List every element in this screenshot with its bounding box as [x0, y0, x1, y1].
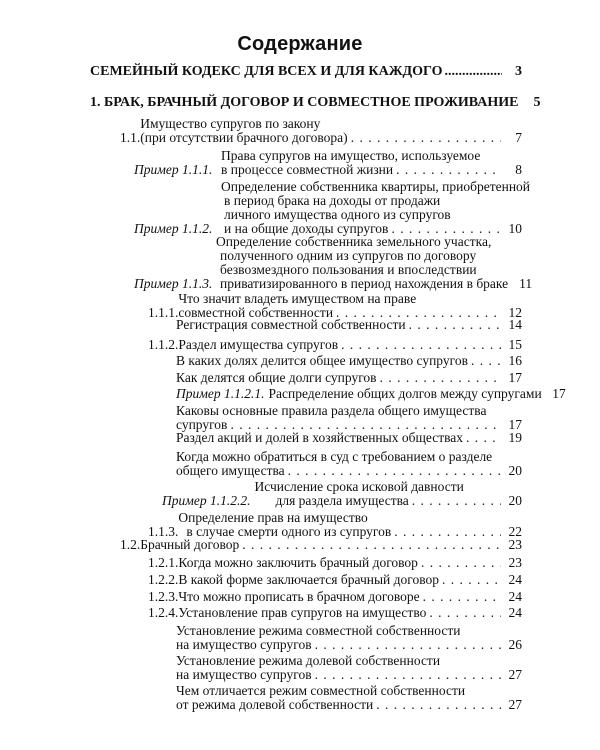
- toc-page-number: 24: [508, 589, 522, 604]
- toc-entry-title-line: (при отсутствии брачного договора): [140, 130, 348, 145]
- dot-leader: [380, 371, 501, 385]
- toc-entry-title-line: приватизированного в период нахождения в браке: [220, 276, 509, 291]
- toc-page-number: 24: [508, 605, 522, 620]
- dot-leader: [471, 354, 501, 368]
- toc-entry-title-line: Исчисление срока исковой давности: [254, 479, 464, 494]
- toc-page-number: 26: [508, 637, 522, 652]
- toc-entry-title-line: в период брака на доходы от продажи: [224, 193, 441, 208]
- toc-page-number: 17: [508, 370, 522, 385]
- toc-page-number: 8: [515, 162, 522, 177]
- dot-leader: [288, 464, 501, 478]
- dot-leader: [394, 525, 501, 539]
- dot-leader: [351, 131, 501, 145]
- toc-entry-title: Раздел акций и долей в хозяйственных обществах: [176, 430, 464, 445]
- toc-page-number: 14: [508, 317, 522, 332]
- toc-entry-1-2-4: [148, 606, 522, 620]
- toc-entry-title-line: и на общие доходы супругов: [224, 221, 389, 236]
- dot-leader: [376, 698, 501, 712]
- example-label: Пример 1.1.2.: [134, 221, 213, 236]
- toc-page-number: 20: [508, 463, 522, 478]
- toc-page-number: 27: [508, 667, 522, 682]
- toc-page-number: 17: [552, 386, 566, 401]
- dot-leader: [466, 431, 501, 445]
- dot-leader: [429, 606, 501, 620]
- toc-entry-title: В какой форме заключается брачный договор: [178, 572, 439, 587]
- toc-page-number: 23: [508, 555, 522, 570]
- toc-entry-title: Как делятся общие долги супругов: [176, 370, 377, 385]
- toc-page-number: 20: [508, 493, 522, 508]
- toc-entry-title-line: Когда можно обратиться в суд с требованием о разделе: [176, 449, 493, 464]
- toc-entry-title-line: Права супругов на имущество, используемое: [221, 148, 481, 163]
- toc-entry-division-rules: [176, 404, 522, 432]
- dot-leader: [341, 338, 501, 352]
- toc-entry-example-1-1-2-1: [176, 386, 566, 401]
- toc-page-number: 3: [515, 64, 522, 79]
- toc-entry-chapter-1: [90, 95, 541, 110]
- example-label: Пример 1.1.1.: [134, 162, 213, 177]
- toc-entry-share-regime: [176, 654, 522, 682]
- toc-page-number: 7: [515, 130, 522, 145]
- example-label: Пример 1.1.2.2.: [162, 493, 251, 508]
- toc-entry-title-line: супругов: [176, 417, 228, 432]
- dot-leader: [315, 668, 501, 682]
- toc-entry-title-line: Определение собственника земельного участка,: [216, 234, 492, 249]
- toc-entry-number: 1.2.3.: [148, 589, 179, 604]
- toc-entry-title: Раздел имущества супругов: [178, 337, 339, 352]
- toc-entry-title: СЕМЕЙНЫЙ КОДЕКС ДЛЯ ВСЕХ И ДЛЯ КАЖДОГО: [90, 64, 443, 79]
- toc-entry-title: Установление прав супругов на имущество: [178, 605, 427, 620]
- dot-leader: [423, 590, 501, 604]
- toc-entry-1-2-2: [148, 573, 522, 587]
- toc-entry-example-1-1-3: [134, 234, 533, 291]
- dot-leader: [409, 318, 501, 332]
- toc-entry-title-line: общего имущества: [176, 463, 285, 478]
- toc-entry-title-line: полученного одним из супругов по договору: [220, 248, 477, 263]
- dot-leader: [396, 163, 501, 177]
- toc-entry-number: 1.1.2.: [148, 337, 179, 352]
- toc-entry-regime-difference: [176, 684, 522, 712]
- toc-page-number: 15: [508, 337, 522, 352]
- toc-entry-title-line: безвозмездного пользования и впоследствии: [220, 262, 477, 277]
- toc-page-number: 27: [508, 697, 522, 712]
- toc-entry-title: В каких долях делится общее имущество супругов: [176, 353, 468, 368]
- toc-entry-stocks: [176, 431, 522, 445]
- dot-leader: [242, 538, 501, 552]
- dot-leader: [445, 65, 502, 79]
- toc-entry-title-line: Что значит владеть имуществом на праве: [178, 291, 417, 306]
- toc-entry-1-1-1: [148, 292, 522, 320]
- toc-entry-title-line: личного имущества одного из супругов: [224, 207, 451, 222]
- toc-entry-1-2: [120, 538, 522, 552]
- toc-entry-example-1-1-1: [134, 149, 522, 177]
- page-title: Содержание: [237, 33, 363, 55]
- toc-entry-title-line: для раздела имущества: [275, 493, 409, 508]
- example-label: Пример 1.1.3.: [134, 276, 213, 291]
- toc-entry-title: Брачный договор: [140, 537, 240, 552]
- dot-leader: [442, 573, 501, 587]
- toc-entry-1-2-1: [148, 556, 522, 570]
- toc-entry-1-2-3: [148, 590, 522, 604]
- toc-entry-registration: [176, 318, 522, 332]
- dot-leader: [421, 556, 501, 570]
- toc-entry-title-line: совместной собственности: [178, 305, 334, 320]
- toc-page-number: 24: [508, 572, 522, 587]
- toc-page-number: 19: [508, 430, 522, 445]
- toc-entry-number: 1.1.1.: [148, 305, 179, 320]
- toc-entry-title: 1. БРАК, БРАЧНЫЙ ДОГОВОР И СОВМЕСТНОЕ ПРОЖИВАНИЕ: [90, 95, 519, 110]
- toc-entry-title-line: Чем отличается режим совместной собственности: [176, 683, 466, 698]
- toc-entry-title-line: в процессе совместной жизни: [221, 162, 394, 177]
- toc-page-number: 11: [519, 276, 533, 291]
- toc-entry-title-line: от режима долевой собственности: [176, 697, 374, 712]
- toc-page-number: 17: [508, 417, 522, 432]
- toc-page-number: 16: [508, 353, 522, 368]
- toc-page-number: 12: [508, 305, 522, 320]
- toc-entry-title-line: Определение собственника квартиры, приобретенной: [221, 179, 531, 194]
- toc-entry-title-line: на имущество супругов: [176, 637, 312, 652]
- toc-entry-debts: [176, 371, 522, 385]
- toc-entry-example-1-1-2: [134, 179, 531, 236]
- toc-page-number: 5: [533, 95, 541, 110]
- dot-leader: [315, 638, 501, 652]
- toc-entry-title: Когда можно заключить брачный договор: [178, 555, 418, 570]
- toc-entry-joint-regime: [176, 624, 522, 652]
- toc-page-number: 10: [508, 221, 522, 236]
- toc-entry-example-1-1-2-2: [162, 480, 522, 508]
- toc-entry-title-line: в случае смерти одного из супругов: [186, 524, 392, 539]
- toc-entry-title-line: на имущество супругов: [176, 667, 312, 682]
- toc-entry-court: [176, 450, 522, 478]
- toc-page-number: 23: [508, 537, 522, 552]
- dot-leader: [412, 494, 501, 508]
- toc-entry-title-line: Определение прав на имущество: [178, 510, 368, 525]
- toc-entry-number: 1.1.: [120, 130, 141, 145]
- toc-entry-1-1-3: [148, 511, 522, 539]
- toc-entry-number: 1.2.: [120, 537, 141, 552]
- toc-entry-number: 1.2.4.: [148, 605, 179, 620]
- toc-entry-number: 1.1.3.: [148, 524, 179, 539]
- toc-entry-family-code: [90, 65, 522, 79]
- toc-entry-title-line: Установление режима совместной собственности: [176, 623, 461, 638]
- toc-page-number: 22: [508, 524, 522, 539]
- toc-entry-number: 1.2.1.: [148, 555, 179, 570]
- toc-entry-title-line: Установление режима долевой собственности: [176, 653, 441, 668]
- example-label: Пример 1.1.2.1.: [176, 386, 265, 401]
- toc-entry-title: Что можно прописать в брачном договоре: [178, 589, 420, 604]
- toc-entry-shares: [176, 354, 522, 368]
- toc-entry-1-1: [120, 117, 522, 145]
- toc-entry-title-line: Каковы основные правила раздела общего имущества: [176, 403, 487, 418]
- toc-entry-title: Регистрация совместной собственности: [176, 317, 406, 332]
- toc-entry-title-line: Имущество супругов по закону: [140, 116, 321, 131]
- toc-entry-1-1-2: [148, 338, 522, 352]
- toc-entry-number: 1.2.2.: [148, 572, 179, 587]
- toc-entry-title: Распределение общих долгов между супругами: [268, 386, 542, 401]
